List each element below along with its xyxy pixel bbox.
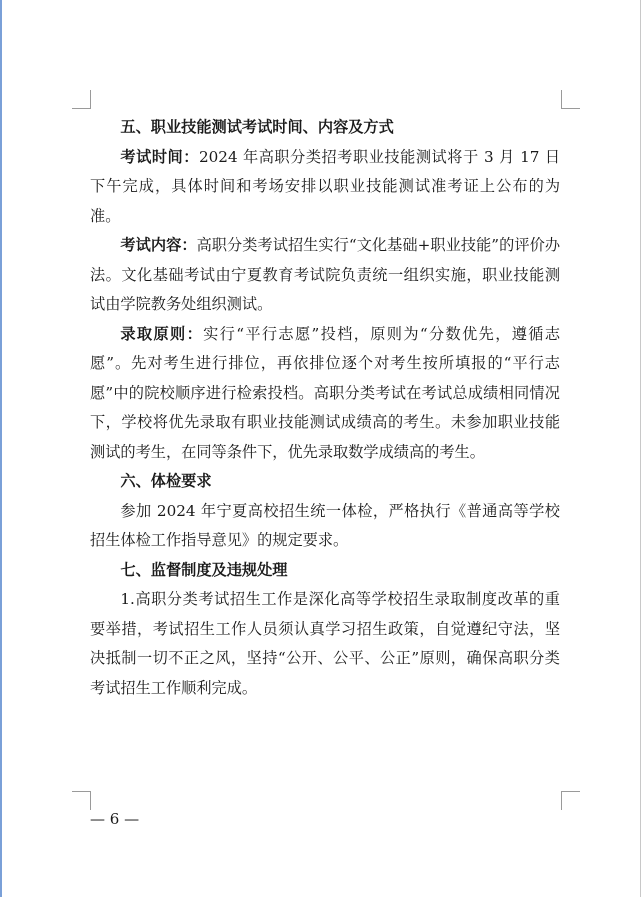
section-5-heading: 五、职业技能测试考试时间、内容及方式 xyxy=(120,118,394,136)
page-number: — 6 — xyxy=(90,810,140,828)
section-7-paragraph: 1.高职分类考试招生工作是深化高等学校招生录取制度改革的重要举措，考试招生工作人员须认真学习招生政策，自觉遵纪守法，坚决抵制一切不正之风，坚持“公开、公平、公正”原则，确保高职分类考试招生工作顺利完成。 xyxy=(90,590,560,697)
exam-content-label: 考试内容： xyxy=(120,236,197,254)
admission-paragraph xyxy=(90,320,560,468)
crop-mark-bottom-left xyxy=(72,791,91,810)
exam-content-paragraph xyxy=(90,231,560,320)
page-left-edge xyxy=(0,0,2,897)
exam-time-paragraph xyxy=(90,143,560,232)
crop-mark-bottom-right xyxy=(561,791,580,810)
section-7-heading: 七、监督制度及违规处理 xyxy=(120,560,288,579)
exam-time-text: 2024 年高职分类招考职业技能测试将于 3 月 17 日下午完成，具体时间和考场安排以职业技能测试准考证上公布的为准。 xyxy=(90,147,561,225)
section-6-heading: 六、体检要求 xyxy=(120,472,212,490)
exam-content-text: 高职分类考试招生实行“文化基础+职业技能”的评价办法。文化基础考试由宁夏教育考试院负责统一组织实施，职业技能测试由学院教务处组织测试。 xyxy=(90,236,561,313)
section-6-paragraph: 参加 2024 年宁夏高校招生统一体检，严格执行《普通高等学校招生体检工作指导意见》的规定要求。 xyxy=(90,501,560,549)
admission-label: 录取原则： xyxy=(120,324,204,343)
document-body xyxy=(90,113,560,703)
crop-mark-top-right xyxy=(561,90,580,109)
crop-mark-top-left xyxy=(72,90,91,109)
admission-text: 实行“平行志愿”投档，原则为“分数优先，遵循志愿”。先对考生进行排位，再依排位逐个对考生按所填报的“平行志愿”中的院校顺序进行检索投档。高职分类考试在考试总成绩相同情况下，学校将优先录取有职业技能测试成绩高的考生。未参加职业技能测试的考生，在同等条件下，优先录取数学成绩高的考生。 xyxy=(90,324,561,461)
exam-time-label: 考试时间： xyxy=(120,147,199,166)
